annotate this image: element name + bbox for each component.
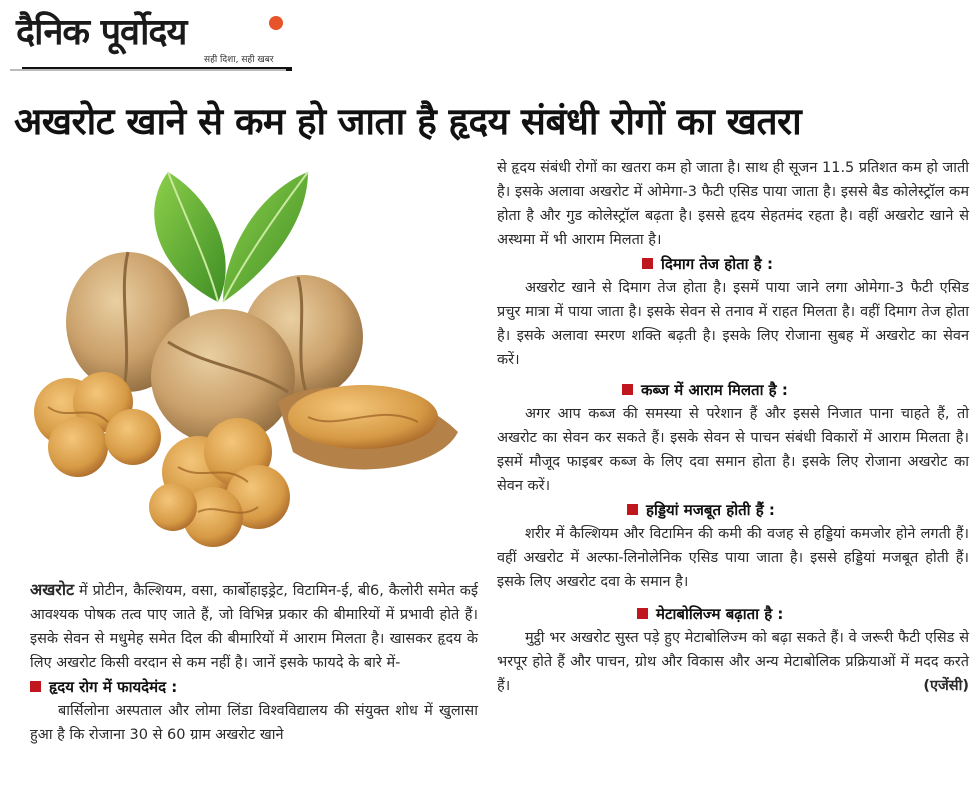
subheading-heart-label: हृदय रोग में फायदेमंद : (49, 678, 178, 696)
masthead (8, 4, 298, 74)
metabolism-paragraph (497, 626, 969, 698)
subheading-constipation (497, 378, 969, 402)
continued-paragraph: से हृदय संबंधी रोगों का खतरा कम हो जाता है। साथ ही सूजन 11.5 प्रतिशत कम हो जाती है। इसके अलावा अखरोट में ओमेगा-3 फैटी एसिड पाया जाता है। इससे बैड कोलेस्ट्रॉल कम होता है और गुड कोलेस्ट्रॉल बढ़ता है। इससे हृदय सेहतमंद रहता है। वहीं अखरोट खाने से अस्थमा में भी आराम मिलता है। (497, 160, 969, 248)
metabolism-text: मुट्ठी भर अखरोट सुस्त पड़े हुए मेटाबोलिज्म को बढ़ा सकते हैं। वे जरूरी फैटी एसिड से भरपूर होते हैं और पाचन, ग्रोथ और विकास और अन्य मेटाबोलिक प्रक्रियाओं में मदद करते हैं। (497, 630, 969, 694)
subheading-heart (30, 675, 478, 699)
left-column (30, 578, 478, 747)
lead-word: अखरोट (30, 580, 75, 599)
subheading-bones-label: हड्डियां मजबूत होती हैं : (646, 501, 775, 519)
red-square-icon (627, 504, 638, 515)
red-square-icon (30, 681, 41, 692)
intro-paragraph (30, 578, 478, 675)
logo-dot-icon (269, 16, 283, 30)
red-square-icon (622, 384, 633, 395)
heart-paragraph: बार्सिलोना अस्पताल और लोमा लिंडा विश्वविद्यालय की संयुक्त शोध में खुलासा हुआ है कि रोजाना 30 से 60 ग्राम अखरोट खाने (30, 703, 478, 743)
constipation-paragraph: अगर आप कब्ज की समस्या से परेशान हैं और इससे निजात पाना चाहते हैं, तो अखरोट का सेवन कर सकते हैं। इसके सेवन से पाचन संबंधी विकारों में आराम मिलता है। इसमें मौजूद फाइबर कब्ज के लिए दवा समान होता है। इसके लिए रोजाना अखरोट का सेवन करें। (497, 406, 969, 494)
subheading-brain (497, 252, 969, 276)
subheading-bones (497, 498, 969, 522)
byline: (एजेंसी) (923, 678, 969, 694)
red-square-icon (637, 608, 648, 619)
subheading-constipation-label: कब्ज में आराम मिलता है : (641, 381, 788, 399)
intro-text: में प्रोटीन, कैल्शियम, वसा, कार्बोहाइड्रेट, विटामिन-ई, बी6, कैलोरी समेत कई आवश्यक पोषक तत्व पाए जाते हैं, जो विभिन्न प्रकार की बीमारियों में प्रभावी होते हैं। इसके सेवन से मधुमेह समेत दिल की बीमारियों में आराम मिलता है। खासकर हृदय के लिए अखरोट किसी वरदान से कम नहीं है। जानें इसके फायदे के बारे में- (30, 583, 478, 671)
subheading-brain-label: दिमाग तेज होता है : (661, 255, 773, 273)
walnut-photo (8, 152, 478, 582)
bones-paragraph: शरीर में कैल्शियम और विटामिन की कमी की वजह से हड्डियां कमजोर होने लगती हैं। वहीं अखरोट में अल्फा-लिनोलेनिक एसिड पाया जाता है। इससे हड्डियां मजबूत होती हैं। इसके लिए अखरोट दवा के समान है। (497, 526, 969, 590)
subheading-metabolism (497, 602, 969, 626)
headline: अखरोट खाने से कम हो जाता है हृदय संबंधी रोगों का खतरा (14, 100, 802, 143)
newspaper-logo: दैनिक पूर्वोदय (16, 12, 187, 53)
red-square-icon (642, 258, 653, 269)
right-column (497, 156, 969, 698)
subheading-metabolism-label: मेटाबोलिज्म बढ़ाता है : (656, 605, 784, 623)
brain-paragraph: अखरोट खाने से दिमाग तेज होता है। इसमें पाया जाने लगा ओमेगा-3 फैटी एसिड प्रचुर मात्रा में पाया जाता है। इसके सेवन से तनाव में राहत मिलता है। वहीं दिमाग तेज होता है। इसके अलावा स्मरण शक्ति बढ़ती है। इसके लिए रोजाना सुबह में अखरोट का सेवन करें। (497, 280, 969, 368)
tagline: सही दिशा, सही खबर (204, 55, 274, 65)
masthead-underline (10, 69, 286, 71)
